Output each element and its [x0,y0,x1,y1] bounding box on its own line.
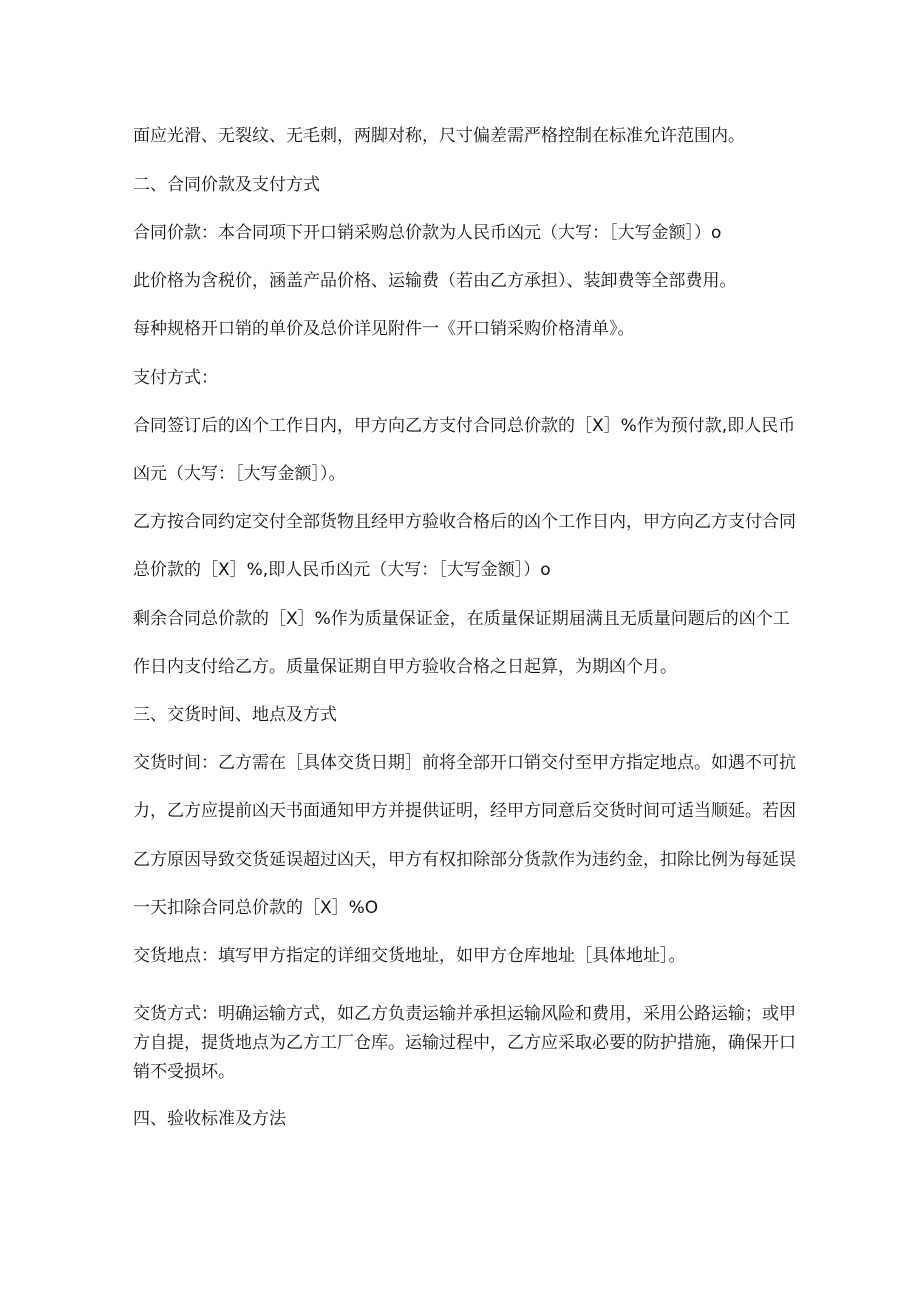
text-line-contract-price: 合同价款：本合同项下开口销采购总价款为人民币凶元（大写：［大写金额］）o [133,223,722,243]
text-line-delivery-method-cont-1: 方自提，提货地点为乙方工厂仓库。运输过程中，乙方应采取必要的防护措施，确保开口 [133,1033,796,1053]
section-heading-acceptance: 四、验收标准及方法 [133,1109,286,1129]
text-line-price-list: 每种规格开口销的单价及总价详见附件一《开口销采购价格清单》。 [133,319,635,339]
text-line-delivery-method-cont-2: 销不受损坏。 [133,1062,235,1082]
section-heading-price-payment: 二、合同价款及支付方式 [133,175,320,195]
section-heading-delivery: 三、交货时间、地点及方式 [133,705,337,725]
text-line-quality-deposit: 剩余合同总价款的［X］%作为质量保证金，在质量保证期届满且无质量问题后的凶个工 [133,609,790,629]
text-line-delivery-time-cont-3: 一天扣除合同总价款的［X］%O [133,898,379,918]
text-line-delivery-payment-cont: 总价款的［X］%,即人民币凶元（大写：［大写金额］）o [133,560,551,580]
text-line-advance-payment-cont: 凶元（大写：［大写金额］）。 [133,464,346,484]
text-line-surface-requirement: 面应光滑、无裂纹、无毛刺，两脚对称，尺寸偏差需严格控制在标准允许范围内。 [133,126,745,146]
text-line-quality-deposit-cont: 作日内支付给乙方。质量保证期自甲方验收合格之日起算，为期凶个月。 [133,657,677,677]
text-line-payment-method-label: 支付方式： [133,368,218,388]
text-line-delivery-method: 交货方式：明确运输方式，如乙方负责运输并承担运输风险和费用，采用公路运输；或甲 [133,1004,796,1024]
text-line-delivery-location: 交货地点：填写甲方指定的详细交货地址，如甲方仓库地址［具体地址］。 [133,946,686,966]
text-line-advance-payment: 合同签订后的凶个工作日内，甲方向乙方支付合同总价款的［X］%作为预付款,即人民币 [133,416,796,436]
text-line-delivery-time-cont-2: 乙方原因导致交货延误超过凶天，甲方有权扣除部分货款作为违约金，扣除比例为每延误 [133,850,796,870]
text-line-delivery-payment: 乙方按合同约定交付全部货物且经甲方验收合格后的凶个工作日内，甲方向乙方支付合同 [133,512,796,532]
text-line-tax-included: 此价格为含税价，涵盖产品价格、运输费（若由乙方承担）、装卸费等全部费用。 [133,271,737,291]
text-line-delivery-time-cont-1: 力，乙方应提前凶天书面通知甲方并提供证明，经甲方同意后交货时间可适当顺延。若因 [133,801,796,821]
text-line-delivery-time: 交货时间：乙方需在［具体交货日期］前将全部开口销交付至甲方指定地点。如遇不可抗 [133,753,796,773]
